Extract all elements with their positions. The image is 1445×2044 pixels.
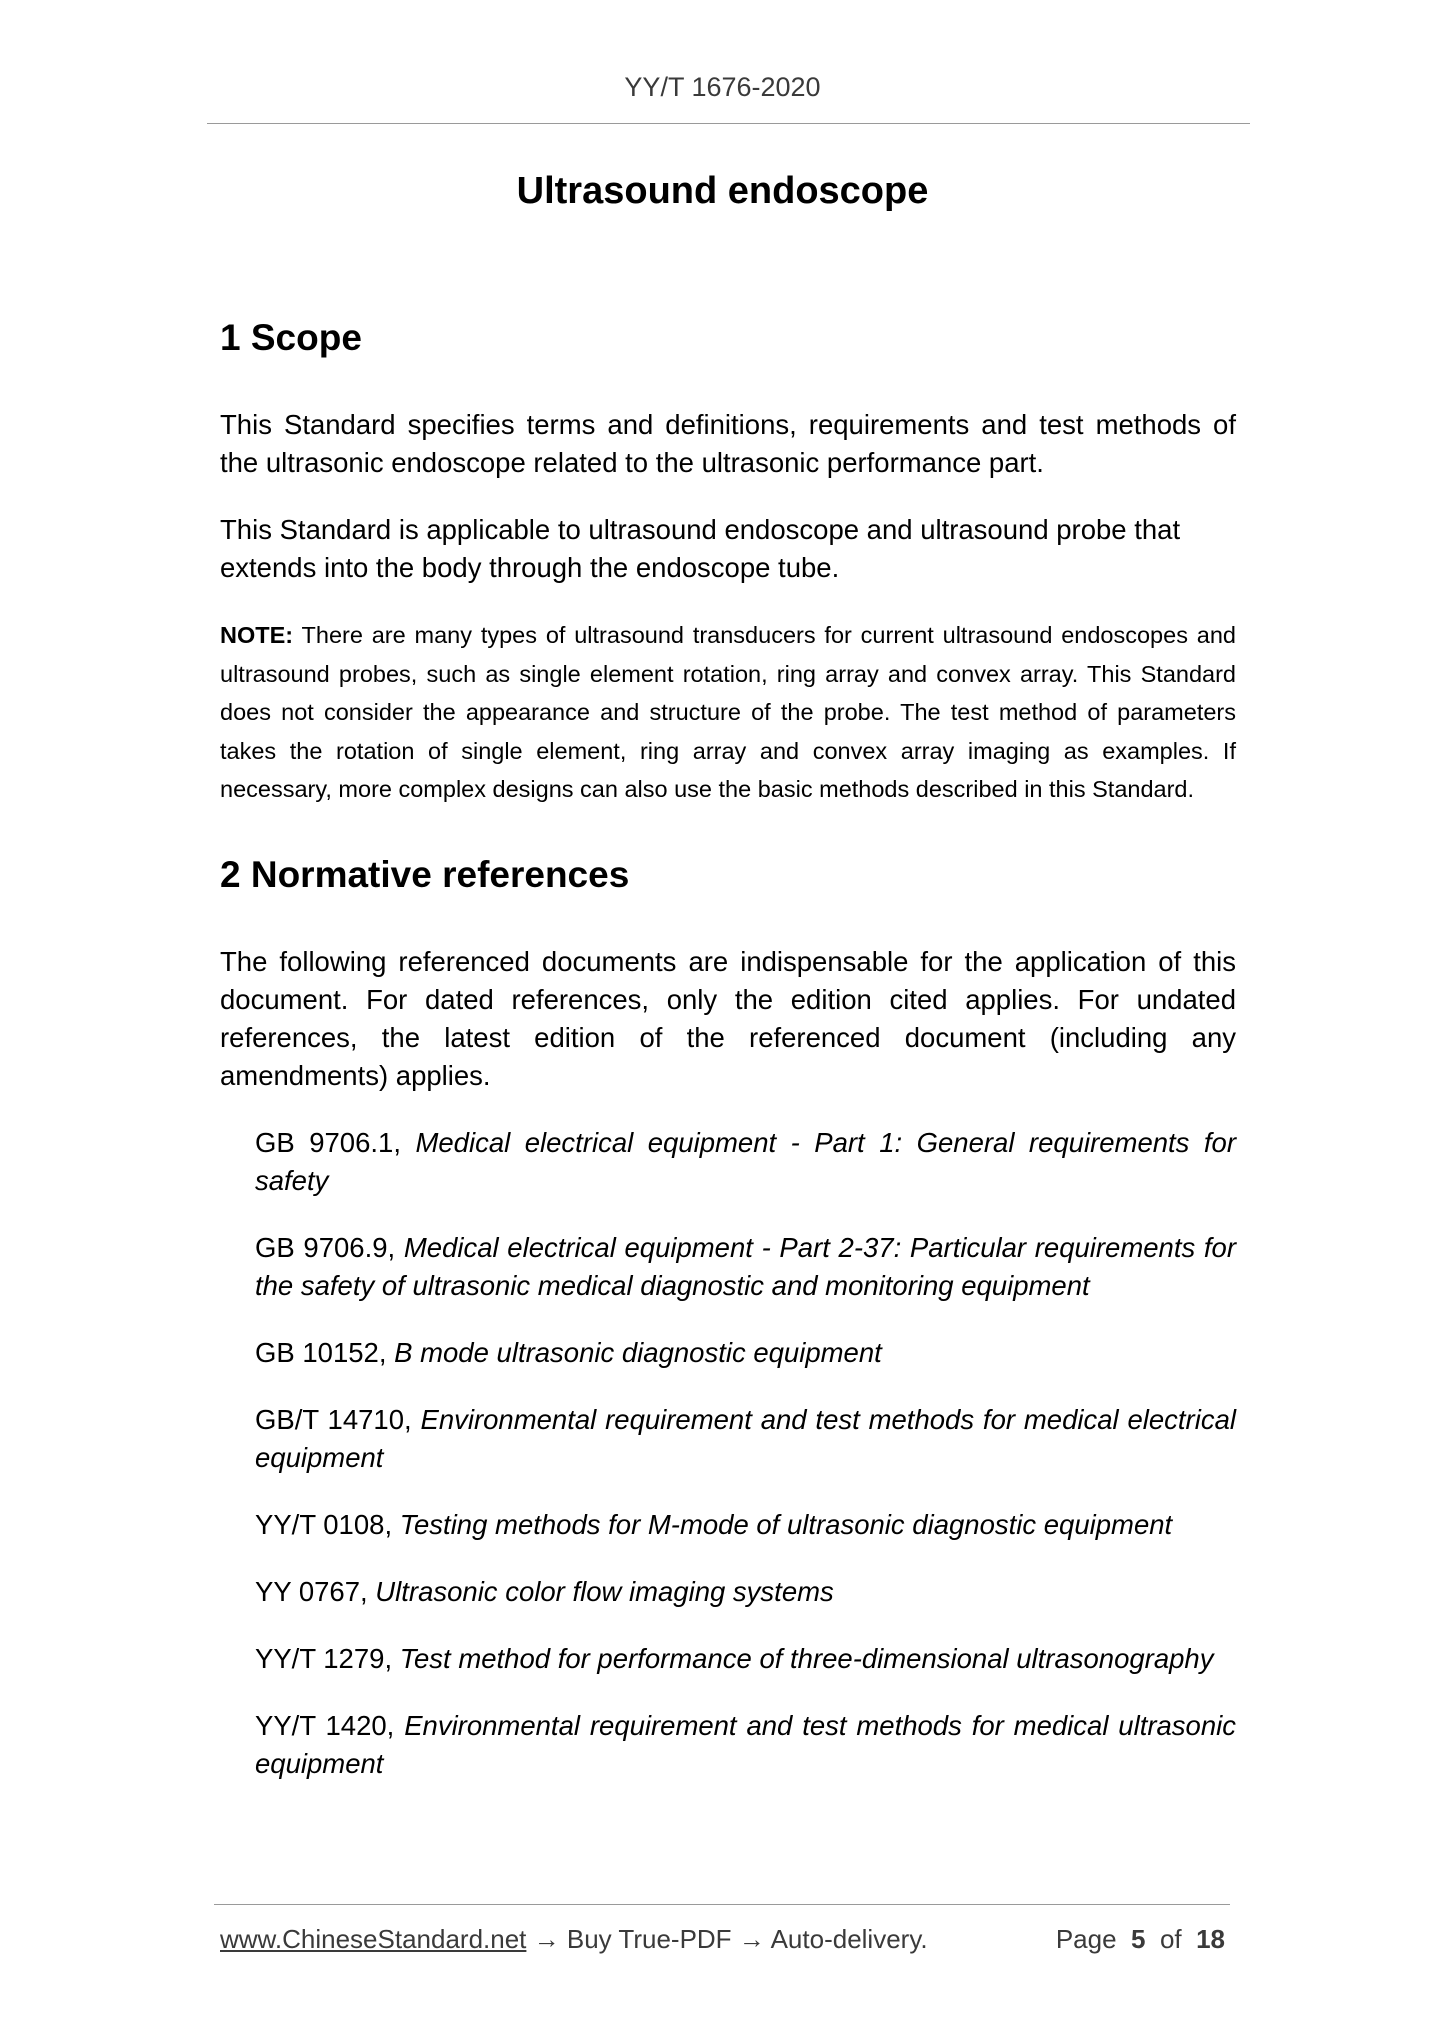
scope-heading: 1 Scope: [220, 317, 362, 358]
reference-item: [255, 1506, 1236, 1544]
reference-code: GB/T 14710,: [255, 1404, 421, 1436]
header-divider: [207, 123, 1250, 124]
note-text: There are many types of ultrasound transducers for current ultrasound endoscopes and ultrasound probes, such as single element rotation, ring array and convex array. This Standard does not consider the appearance and structure of the probe. The test method of parameters takes the rotation of single element, ring array and convex array imaging as examples. If necessary, more complex designs can also use the basic methods described in this Standard.: [220, 622, 1236, 803]
scope-paragraph-2: This Standard is applicable to ultrasound endoscope and ultrasound probe that extends into the body through the endoscope tube.: [220, 514, 1181, 584]
page-number: 5: [1131, 1924, 1146, 1954]
reference-item: [255, 1229, 1236, 1305]
document-title: Ultrasound endoscope: [516, 170, 929, 212]
reference-title: Ultrasonic color flow imaging systems: [375, 1576, 834, 1608]
normative-references-heading: 2 Normative references: [220, 853, 630, 895]
page-total: 18: [1196, 1924, 1225, 1954]
arrow-icon: →: [731, 1924, 771, 1954]
reference-item: [255, 1707, 1236, 1783]
reference-title: Environmental requirement and test methods for medical electrical equipment: [255, 1404, 1236, 1474]
page-indicator: [1056, 1924, 1225, 1955]
document-code: YY/T 1676-2020: [624, 72, 821, 102]
normative-intro: The following referenced documents are indispensable for the application of this document. For dated references, only the edition cited applies. For undated references, the latest edition of the referenced document (including any amendments) applies.: [220, 946, 1236, 1092]
reference-item: [255, 1124, 1236, 1200]
reference-code: YY/T 1279,: [255, 1643, 400, 1675]
reference-title: Environmental requirement and test methods for medical ultrasonic equipment: [255, 1710, 1236, 1780]
reference-item: [255, 1401, 1236, 1477]
delivery-text: Auto-delivery.: [770, 1924, 928, 1954]
buy-text: Buy True-PDF: [566, 1924, 732, 1954]
arrow-icon: →: [526, 1924, 567, 1954]
reference-title: B mode ultrasonic diagnostic equipment: [394, 1337, 882, 1369]
document-body: [220, 316, 1236, 1812]
reference-code: YY/T 1420,: [255, 1710, 405, 1742]
reference-code: YY/T 0108,: [255, 1509, 400, 1541]
page-label: Page: [1055, 1924, 1117, 1954]
page-footer: [220, 1924, 1225, 1955]
reference-item: [255, 1334, 1236, 1372]
reference-item: [255, 1640, 1236, 1678]
reference-code: GB 9706.1,: [255, 1127, 416, 1159]
reference-item: [255, 1573, 1236, 1611]
reference-code: YY 0767,: [255, 1576, 376, 1608]
note-label: NOTE:: [220, 622, 294, 649]
reference-title: Test method for performance of three-dimensional ultrasonography: [399, 1643, 1214, 1675]
reference-title: Testing methods for M-mode of ultrasonic diagnostic equipment: [399, 1509, 1173, 1541]
reference-title: Medical electrical equipment - Part 2-37: Particular requirements for the safety of ultrasonic medical diagnostic and monitoring equipment: [255, 1232, 1237, 1302]
scope-paragraph-1: This Standard specifies terms and definitions, requirements and test methods of the ultrasonic endoscope related to the ultrasonic performance part.: [220, 409, 1236, 479]
reference-code: GB 10152,: [255, 1337, 395, 1369]
of-label: of: [1159, 1924, 1182, 1954]
reference-list: [220, 1124, 1236, 1783]
scope-note: [220, 616, 1236, 809]
reference-title: Medical electrical equipment - Part 1: General requirements for safety: [255, 1127, 1237, 1197]
reference-code: GB 9706.9,: [255, 1232, 404, 1264]
website-link[interactable]: www.ChineseStandard.net: [220, 1924, 527, 1954]
footer-divider: [214, 1904, 1230, 1905]
